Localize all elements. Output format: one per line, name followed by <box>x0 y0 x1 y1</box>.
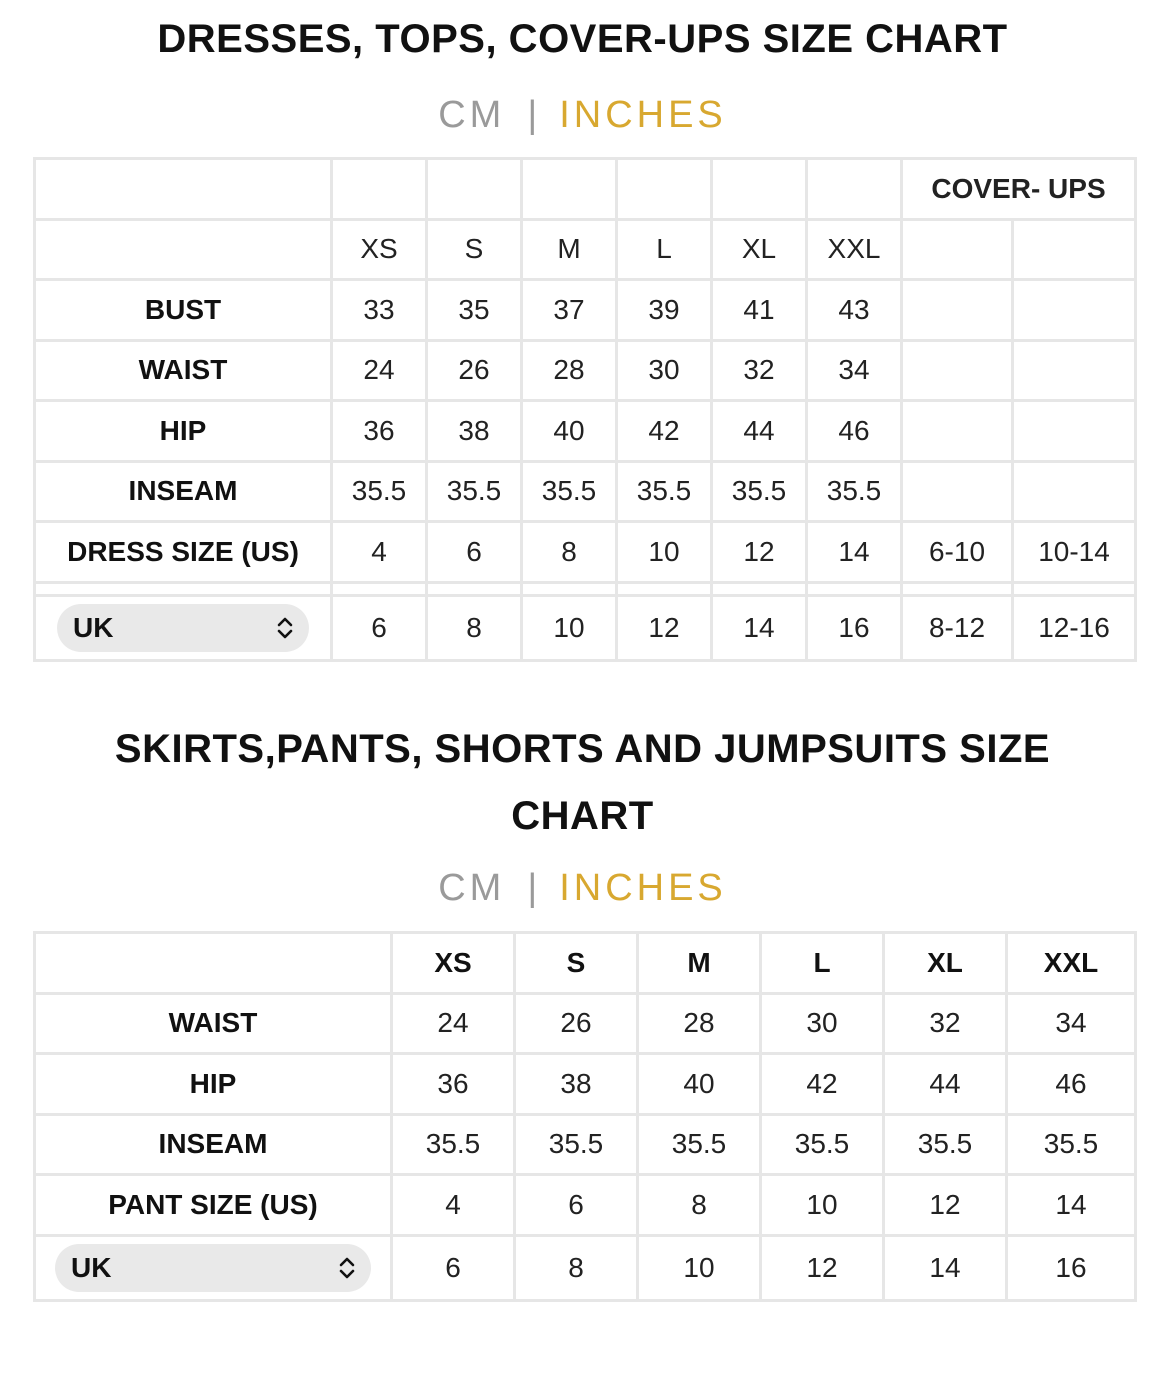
table-cell: 12 <box>713 523 808 584</box>
size-header: XXL <box>1008 934 1137 995</box>
table-cell: 10 <box>639 1237 762 1302</box>
table-cell: 10 <box>523 597 618 662</box>
table-cell: 35.5 <box>762 1116 885 1177</box>
skirts-chart-title: SKIRTS,PANTS, SHORTS AND JUMPSUITS SIZE CHART <box>114 727 1051 838</box>
cover-cell <box>1014 342 1137 403</box>
empty-cell <box>523 584 618 597</box>
empty-cell <box>36 934 393 995</box>
dresses-chart-title: DRESSES, TOPS, COVER-UPS SIZE CHART <box>157 17 1008 61</box>
table-cell: 32 <box>885 995 1008 1056</box>
size-header: S <box>516 934 639 995</box>
size-header-row <box>36 221 1137 282</box>
table-cell: 16 <box>1008 1237 1137 1302</box>
cover-cell: 6-10 <box>903 523 1014 584</box>
table-row <box>36 342 1137 403</box>
table-cell: 32 <box>713 342 808 403</box>
empty-cell <box>333 584 428 597</box>
table-cell: 24 <box>333 342 428 403</box>
table-cell: 4 <box>333 523 428 584</box>
cover-cell <box>1014 281 1137 342</box>
table-cell: 35.5 <box>618 463 713 524</box>
table-cell: 34 <box>1008 995 1137 1056</box>
size-header: L <box>762 934 885 995</box>
cover-cell <box>903 281 1014 342</box>
table-cell: 14 <box>808 523 903 584</box>
unit-inches-toggle[interactable]: INCHES <box>559 94 727 136</box>
region-size-row <box>36 1237 1137 1302</box>
size-header: XS <box>333 221 428 282</box>
table-cell: 44 <box>713 402 808 463</box>
size-header: S <box>428 221 523 282</box>
row-label: INSEAM <box>36 1116 393 1177</box>
table-cell: 10 <box>762 1176 885 1237</box>
cover-cell <box>1014 402 1137 463</box>
empty-cell <box>428 584 523 597</box>
cover-cell <box>903 342 1014 403</box>
table-cell: 34 <box>808 342 903 403</box>
size-header: M <box>523 221 618 282</box>
unit-toggle-skirts <box>0 863 1165 913</box>
size-header-row <box>36 934 1137 995</box>
table-cell: 12 <box>618 597 713 662</box>
table-cell: 35.5 <box>808 463 903 524</box>
table-cell: 44 <box>885 1055 1008 1116</box>
table-cell: 35.5 <box>333 463 428 524</box>
table-cell: 35.5 <box>428 463 523 524</box>
size-header: XL <box>713 221 808 282</box>
row-label: PANT SIZE (US) <box>36 1176 393 1237</box>
unit-cm-toggle[interactable]: CM <box>438 867 506 909</box>
empty-cell <box>808 160 903 221</box>
table-cell: 35.5 <box>393 1116 516 1177</box>
empty-cell <box>523 160 618 221</box>
empty-cell <box>428 160 523 221</box>
table-row <box>36 523 1137 584</box>
size-header: XL <box>885 934 1008 995</box>
table-cell: 42 <box>762 1055 885 1116</box>
empty-cell <box>36 221 333 282</box>
table-cell: 12 <box>885 1176 1008 1237</box>
cover-cell: 8-12 <box>903 597 1014 662</box>
cover-cell <box>1014 463 1137 524</box>
size-header: XS <box>393 934 516 995</box>
table-cell: 10 <box>618 523 713 584</box>
table-cell: 6 <box>516 1176 639 1237</box>
region-select-value: UK <box>71 1251 112 1283</box>
table-cell: 39 <box>618 281 713 342</box>
table-cell: 16 <box>808 597 903 662</box>
table-cell: 30 <box>618 342 713 403</box>
table-cell: 35.5 <box>523 463 618 524</box>
empty-cell <box>903 221 1014 282</box>
table-cell: 8 <box>639 1176 762 1237</box>
unit-separator: | <box>527 867 538 909</box>
table-row <box>36 281 1137 342</box>
row-label: INSEAM <box>36 463 333 524</box>
row-label: HIP <box>36 402 333 463</box>
cover-cell: 12-16 <box>1014 597 1137 662</box>
table-cell: 38 <box>516 1055 639 1116</box>
table-cell: 38 <box>428 402 523 463</box>
table-cell: 28 <box>523 342 618 403</box>
row-label: WAIST <box>36 342 333 403</box>
table-cell: 33 <box>333 281 428 342</box>
table-row <box>36 1055 1137 1116</box>
table-cell: 8 <box>523 523 618 584</box>
table-row <box>36 463 1137 524</box>
table-cell: 40 <box>523 402 618 463</box>
table-cell: 40 <box>639 1055 762 1116</box>
cover-cell <box>903 402 1014 463</box>
empty-cell <box>1014 221 1137 282</box>
empty-cell <box>333 160 428 221</box>
chevron-up-down-icon <box>337 1254 357 1282</box>
empty-cell <box>713 584 808 597</box>
table-cell: 36 <box>393 1055 516 1116</box>
row-label: HIP <box>36 1055 393 1116</box>
region-size-row <box>36 597 1137 662</box>
table-cell: 14 <box>1008 1176 1137 1237</box>
table-cell: 26 <box>428 342 523 403</box>
table-cell: 14 <box>885 1237 1008 1302</box>
table-cell: 14 <box>713 597 808 662</box>
table-cell: 37 <box>523 281 618 342</box>
table-row <box>36 995 1137 1056</box>
spacer-row <box>36 584 1137 597</box>
empty-cell <box>808 584 903 597</box>
table-cell: 35.5 <box>516 1116 639 1177</box>
unit-cm-toggle[interactable]: CM <box>438 94 506 136</box>
table-cell: 46 <box>808 402 903 463</box>
region-select[interactable] <box>55 1244 371 1292</box>
table-cell: 26 <box>516 995 639 1056</box>
unit-toggle-dresses <box>0 90 1165 140</box>
table-cell: 24 <box>393 995 516 1056</box>
table-row <box>36 1176 1137 1237</box>
empty-cell <box>36 584 333 597</box>
table-cell: 36 <box>333 402 428 463</box>
empty-cell <box>618 584 713 597</box>
region-select-cell <box>36 597 333 662</box>
table-row <box>36 402 1137 463</box>
table-cell: 8 <box>516 1237 639 1302</box>
region-select[interactable] <box>57 604 309 652</box>
table-cell: 4 <box>393 1176 516 1237</box>
table-cell: 43 <box>808 281 903 342</box>
empty-cell <box>713 160 808 221</box>
size-header: XXL <box>808 221 903 282</box>
dresses-size-table <box>33 157 1137 662</box>
table-cell: 35.5 <box>1008 1116 1137 1177</box>
table-cell: 42 <box>618 402 713 463</box>
table-cell: 12 <box>762 1237 885 1302</box>
table-cell: 8 <box>428 597 523 662</box>
table-row <box>36 1116 1137 1177</box>
row-label: DRESS SIZE (US) <box>36 523 333 584</box>
cover-ups-header: COVER- UPS <box>903 160 1137 221</box>
table-cell: 35.5 <box>885 1116 1008 1177</box>
cover-cell <box>903 463 1014 524</box>
region-select-value: UK <box>73 611 114 643</box>
table-cell: 6 <box>428 523 523 584</box>
table-cell: 35 <box>428 281 523 342</box>
empty-cell <box>36 160 333 221</box>
empty-cell <box>618 160 713 221</box>
chevron-up-down-icon <box>275 614 295 642</box>
empty-cell <box>903 584 1014 597</box>
table-cell: 35.5 <box>713 463 808 524</box>
empty-cell <box>1014 584 1137 597</box>
table-cell: 6 <box>333 597 428 662</box>
table-cell: 6 <box>393 1237 516 1302</box>
size-header: M <box>639 934 762 995</box>
table-cell: 28 <box>639 995 762 1056</box>
region-select-cell <box>36 1237 393 1302</box>
size-header: L <box>618 221 713 282</box>
table-cell: 46 <box>1008 1055 1137 1116</box>
unit-separator: | <box>527 94 538 136</box>
unit-inches-toggle[interactable]: INCHES <box>559 867 727 909</box>
table-cell: 35.5 <box>639 1116 762 1177</box>
table-cell: 30 <box>762 995 885 1056</box>
cover-cell: 10-14 <box>1014 523 1137 584</box>
table-cell: 41 <box>713 281 808 342</box>
row-label: WAIST <box>36 995 393 1056</box>
skirts-size-table <box>33 931 1137 1302</box>
row-label: BUST <box>36 281 333 342</box>
cover-ups-header-row <box>36 160 1137 221</box>
